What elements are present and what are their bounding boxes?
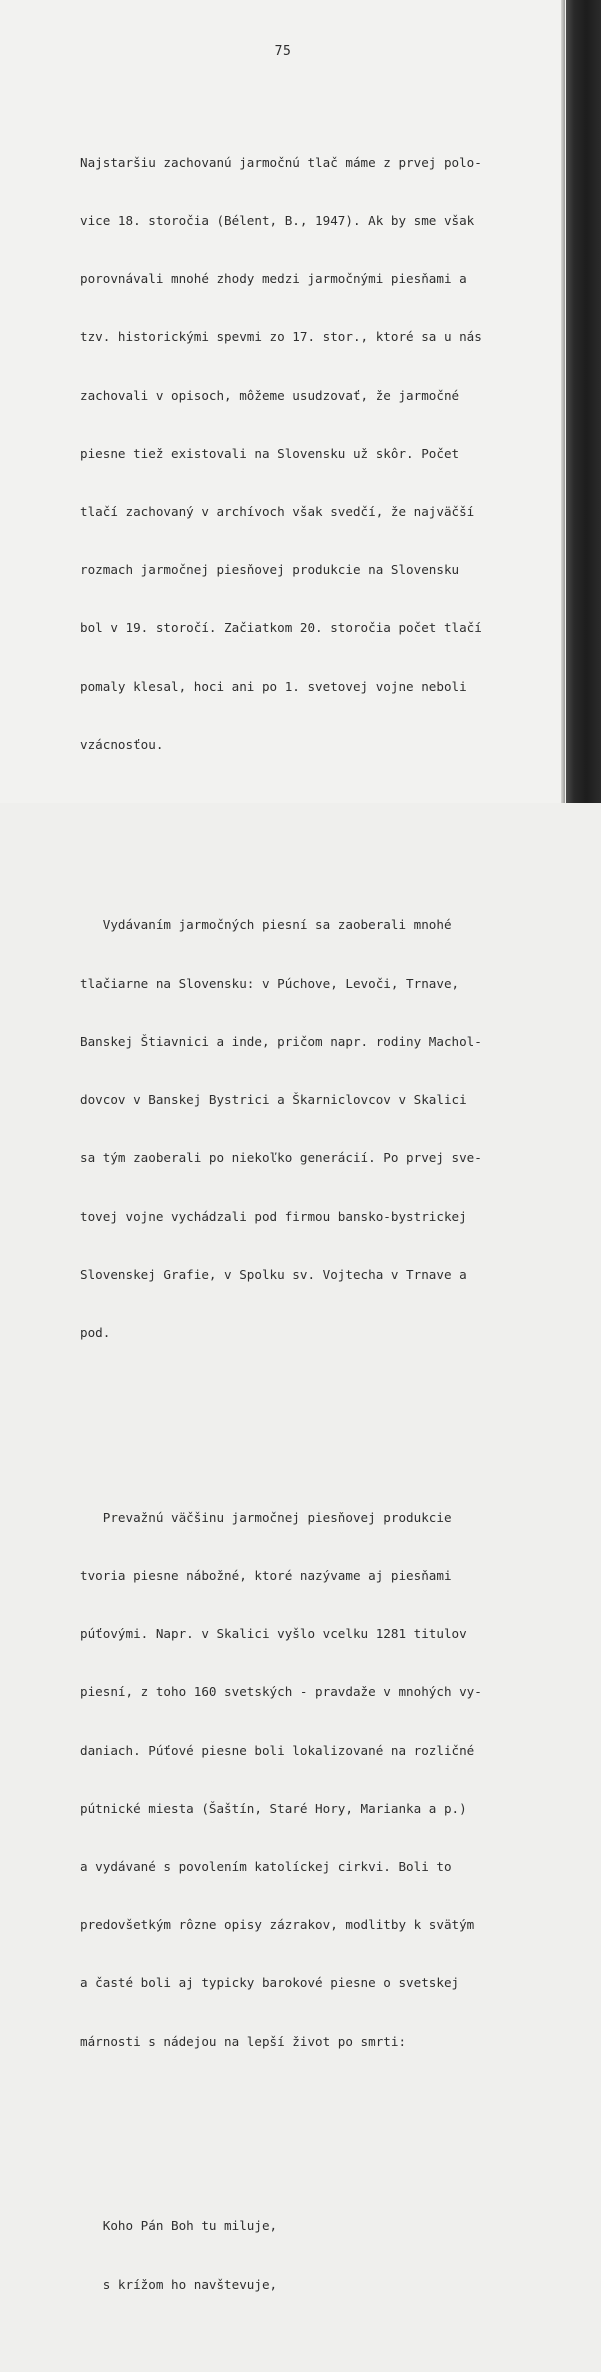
text-line: Prevažnú väčšinu jarmočnej piesňovej produkcie xyxy=(80,1509,452,1525)
page-edge-shadow xyxy=(561,0,565,803)
text-line: a časté boli aj typicky barokové piesne o svetskej xyxy=(80,1975,460,1991)
text-line: zachovali v opisoch, môžeme usudzovať, že jarmočné xyxy=(80,387,460,403)
text-line: tvoria piesne nábožné, ktoré nazývame aj piesňami xyxy=(80,1567,452,1583)
text-line: piesní, z toho 160 svetských - pravdaže v mnohých vy- xyxy=(80,1684,482,1700)
text-line: sa tým zaoberali po niekoľko generácií. Po prvej sve- xyxy=(80,1150,482,1166)
verse-line: s krížom ho navštevuje, xyxy=(80,2276,278,2292)
text-line: a vydávané s povolením katolíckej cirkvi. Boli to xyxy=(80,1858,452,1874)
text-line: rozmach jarmočnej piesňovej produkcie na Slovensku xyxy=(80,562,460,578)
page-number: 75 xyxy=(274,44,292,59)
text-line: vzácnosťou. xyxy=(80,736,164,752)
text-line: púťovými. Napr. v Skalici vyšlo vcelku 1281 titulov xyxy=(80,1626,467,1642)
text-line: dovcov v Banskej Bystrici a Škarniclovcov v Skalici xyxy=(80,1092,467,1108)
text-line: Vydávaním jarmočných piesní sa zaoberali mnohé xyxy=(80,917,452,933)
paragraph-1 xyxy=(80,114,520,793)
text-line: tovej vojne vychádzali pod firmou bansko-bystrickej xyxy=(80,1208,467,1224)
verse-quote xyxy=(80,2177,520,2332)
text-line: pomaly klesal, hoci ani po 1. svetovej vojne neboli xyxy=(80,678,467,694)
paragraph-3 xyxy=(80,1469,520,2090)
paragraph-2 xyxy=(80,877,520,1382)
text-line: tlačí zachovaný v archívoch však svedčí, že najväčší xyxy=(80,503,475,519)
text-line: bol v 19. storočí. Začiatkom 20. storočia počet tlačí xyxy=(80,620,482,636)
text-line: Banskej Štiavnici a inde, pričom napr. rodiny Machol- xyxy=(80,1033,482,1049)
text-line: Najstaršiu zachovanú jarmočnú tlač máme z prvej polo- xyxy=(80,154,482,170)
text-line: vice 18. storočia (Bélent, B., 1947). Ak by sme však xyxy=(80,212,475,228)
text-line: márnosti s nádejou na lepší život po smrti: xyxy=(80,2033,407,2049)
book-cover-edge xyxy=(566,0,601,803)
page-text xyxy=(80,75,520,2372)
verse-line: Koho Pán Boh tu miluje, xyxy=(80,2218,278,2234)
text-line: predovšetkým rôzne opisy zázrakov, modlitby k svätým xyxy=(80,1917,475,1933)
text-line: daniach. Púťové piesne boli lokalizované na rozličné xyxy=(80,1742,475,1758)
text-line: pútnické miesta (Šaštín, Staré Hory, Marianka a p.) xyxy=(80,1800,467,1816)
text-line: Slovenskej Grafie, v Spolku sv. Vojtecha v Trnave a xyxy=(80,1266,467,1282)
text-line: pod. xyxy=(80,1325,111,1340)
text-line: tzv. historickými spevmi zo 17. stor., ktoré sa u nás xyxy=(80,329,482,345)
text-line: tlačiarne na Slovensku: v Púchove, Levoči, Trnave, xyxy=(80,975,460,991)
text-line: porovnávali mnohé zhody medzi jarmočnými piesňami a xyxy=(80,271,467,287)
text-line: piesne tiež existovali na Slovensku už skôr. Počet xyxy=(80,445,460,461)
